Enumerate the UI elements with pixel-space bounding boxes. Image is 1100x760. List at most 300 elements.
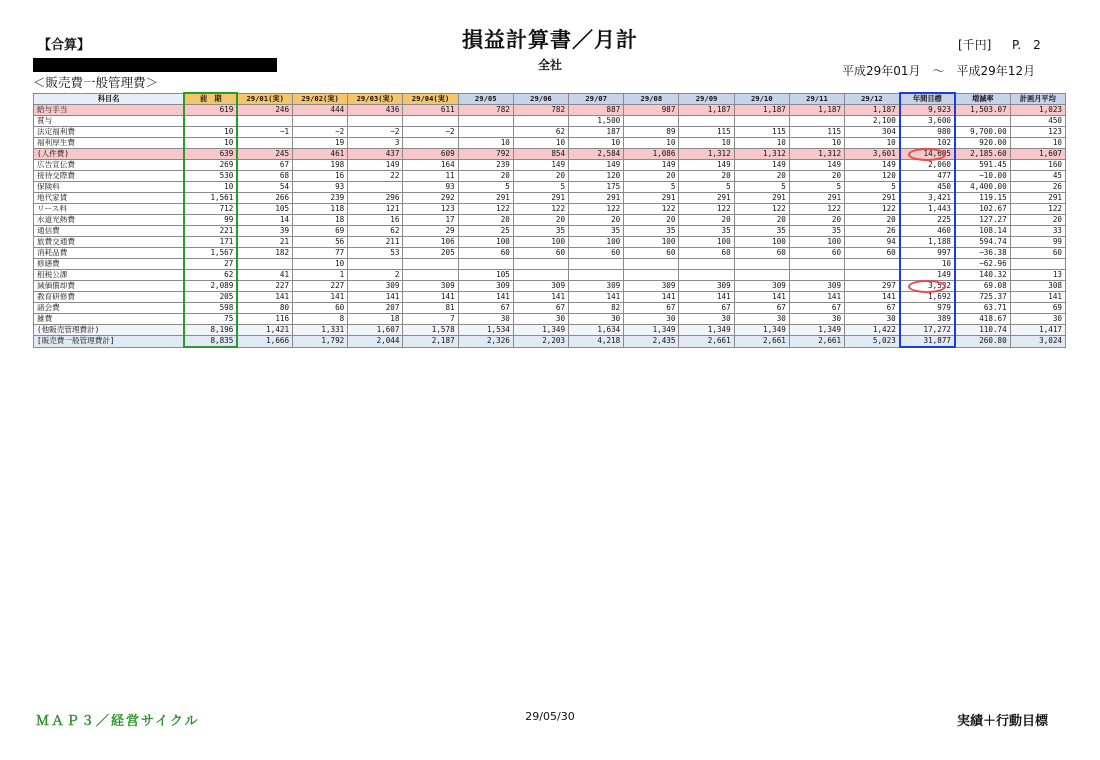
column-header: 29/09 bbox=[679, 93, 734, 105]
table-cell: 140.32 bbox=[955, 270, 1010, 281]
report-period: 平成29年01月 ～ 平成29年12月 bbox=[842, 64, 1036, 78]
table-cell: 141 bbox=[789, 292, 844, 303]
table-cell: 63.71 bbox=[955, 303, 1010, 314]
table-cell: 2,326 bbox=[458, 336, 513, 348]
table-row bbox=[34, 314, 1066, 325]
table-cell bbox=[403, 259, 458, 270]
table-cell: 5 bbox=[679, 182, 734, 193]
table-cell: 115 bbox=[789, 127, 844, 138]
table-cell: 2,060 bbox=[900, 160, 955, 171]
table-cell: 1,187 bbox=[679, 105, 734, 116]
table-cell: 291 bbox=[789, 193, 844, 204]
table-cell: 115 bbox=[734, 127, 789, 138]
table-cell: 987 bbox=[624, 105, 679, 116]
table-cell: 20 bbox=[458, 215, 513, 226]
table-cell: −10.00 bbox=[955, 171, 1010, 182]
table-cell: 35 bbox=[624, 226, 679, 237]
table-cell: 266 bbox=[237, 193, 292, 204]
table-cell: 16 bbox=[348, 215, 403, 226]
table-cell: 141 bbox=[513, 292, 568, 303]
table-cell: 8,835 bbox=[184, 336, 237, 348]
table-cell: −1 bbox=[237, 127, 292, 138]
table-cell: 3,600 bbox=[900, 116, 955, 127]
table-cell: 1 bbox=[293, 270, 348, 281]
table-cell: 1,349 bbox=[679, 325, 734, 336]
table-cell: 122 bbox=[569, 204, 624, 215]
table-cell: 639 bbox=[184, 149, 237, 160]
table-cell: 60 bbox=[293, 303, 348, 314]
table-cell: 187 bbox=[569, 127, 624, 138]
table-cell: 2 bbox=[348, 270, 403, 281]
table-cell bbox=[624, 259, 679, 270]
table-cell: 99 bbox=[1010, 237, 1065, 248]
table-cell: 1,578 bbox=[403, 325, 458, 336]
table-row bbox=[34, 116, 1066, 127]
table-cell: 20 bbox=[513, 215, 568, 226]
table-cell: 20 bbox=[1010, 215, 1065, 226]
footer-date: 29/05/30 bbox=[525, 710, 575, 723]
row-label: 接待交際費 bbox=[34, 171, 185, 182]
table-cell: 207 bbox=[348, 303, 403, 314]
table-cell: 221 bbox=[184, 226, 237, 237]
table-cell: 93 bbox=[403, 182, 458, 193]
table-cell: 3,421 bbox=[900, 193, 955, 204]
table-cell: 20 bbox=[734, 215, 789, 226]
table-cell: 8 bbox=[293, 314, 348, 325]
table-cell: 25 bbox=[458, 226, 513, 237]
table-cell bbox=[513, 116, 568, 127]
column-header: 29/02(実) bbox=[293, 93, 348, 105]
table-cell: 4,400.00 bbox=[955, 182, 1010, 193]
footer-brand: ＭＡＰ３／経営サイクル bbox=[36, 714, 200, 729]
table-cell bbox=[734, 270, 789, 281]
table-cell bbox=[513, 259, 568, 270]
table-cell: 17,272 bbox=[900, 325, 955, 336]
table-cell: 30 bbox=[569, 314, 624, 325]
table-cell: 115 bbox=[679, 127, 734, 138]
column-header: 29/07 bbox=[569, 93, 624, 105]
table-cell: 141 bbox=[734, 292, 789, 303]
table-cell: 239 bbox=[293, 193, 348, 204]
table-cell: 10 bbox=[900, 259, 955, 270]
table-cell: 10 bbox=[789, 138, 844, 149]
row-label: [販売費一般管理費計] bbox=[34, 336, 185, 348]
table-cell: 69.08 bbox=[955, 281, 1010, 292]
table-cell: 118 bbox=[293, 204, 348, 215]
table-cell bbox=[1010, 259, 1065, 270]
table-cell: 60 bbox=[845, 248, 900, 259]
table-cell: 11 bbox=[403, 171, 458, 182]
table-cell: 291 bbox=[624, 193, 679, 204]
table-cell: 121 bbox=[348, 204, 403, 215]
table-cell: 149 bbox=[845, 160, 900, 171]
table-cell: 67 bbox=[237, 160, 292, 171]
table-cell: 20 bbox=[789, 171, 844, 182]
table-cell: 35 bbox=[513, 226, 568, 237]
table-cell: 100 bbox=[624, 237, 679, 248]
table-cell: 297 bbox=[845, 281, 900, 292]
table-cell: 120 bbox=[845, 171, 900, 182]
table-cell: 149 bbox=[513, 160, 568, 171]
table-cell: 2,185.60 bbox=[955, 149, 1010, 160]
table-cell: 2,100 bbox=[845, 116, 900, 127]
table-cell: 17 bbox=[403, 215, 458, 226]
table-cell: 30 bbox=[624, 314, 679, 325]
table-cell bbox=[403, 138, 458, 149]
column-header: 29/11 bbox=[789, 93, 844, 105]
table-cell bbox=[679, 116, 734, 127]
table-cell: 22 bbox=[348, 171, 403, 182]
table-header-row bbox=[34, 93, 1066, 105]
table-cell: 67 bbox=[789, 303, 844, 314]
table-cell: 5,023 bbox=[845, 336, 900, 348]
table-cell: 291 bbox=[734, 193, 789, 204]
row-label: 給与手当 bbox=[34, 105, 185, 116]
table-cell bbox=[458, 116, 513, 127]
table-cell: 792 bbox=[458, 149, 513, 160]
row-label: 旅費交通費 bbox=[34, 237, 185, 248]
table-cell bbox=[734, 259, 789, 270]
table-cell: 5 bbox=[458, 182, 513, 193]
table-cell bbox=[569, 259, 624, 270]
table-cell: 1,349 bbox=[734, 325, 789, 336]
table-cell: 2,661 bbox=[789, 336, 844, 348]
expense-table-container bbox=[33, 92, 1066, 348]
table-cell: 389 bbox=[900, 314, 955, 325]
column-header: 29/03(実) bbox=[348, 93, 403, 105]
column-header: 科目名 bbox=[34, 93, 185, 105]
table-cell: 122 bbox=[1010, 204, 1065, 215]
table-cell: 437 bbox=[348, 149, 403, 160]
row-label: 通信費 bbox=[34, 226, 185, 237]
table-cell: 10 bbox=[845, 138, 900, 149]
table-cell: 291 bbox=[458, 193, 513, 204]
table-cell: 30 bbox=[513, 314, 568, 325]
table-cell: 27 bbox=[184, 259, 237, 270]
table-cell: 20 bbox=[624, 171, 679, 182]
table-cell: 105 bbox=[237, 204, 292, 215]
table-cell: 33 bbox=[1010, 226, 1065, 237]
table-cell: 854 bbox=[513, 149, 568, 160]
table-cell: 141 bbox=[458, 292, 513, 303]
table-cell: 1,312 bbox=[734, 149, 789, 160]
table-cell: 53 bbox=[348, 248, 403, 259]
table-cell: 10 bbox=[569, 138, 624, 149]
table-cell: 2,435 bbox=[624, 336, 679, 348]
table-cell: 477 bbox=[900, 171, 955, 182]
table-cell: 67 bbox=[513, 303, 568, 314]
table-cell: 31,877 bbox=[900, 336, 955, 348]
table-cell: 1,349 bbox=[624, 325, 679, 336]
table-cell: 102.67 bbox=[955, 204, 1010, 215]
table-cell: 782 bbox=[513, 105, 568, 116]
table-cell: 979 bbox=[900, 303, 955, 314]
table-cell: 3,532 bbox=[900, 281, 955, 292]
table-cell: 80 bbox=[237, 303, 292, 314]
page-number: P. 2 bbox=[1012, 38, 1041, 52]
table-cell: 1,187 bbox=[734, 105, 789, 116]
table-row bbox=[34, 193, 1066, 204]
table-cell: 35 bbox=[734, 226, 789, 237]
table-cell: 1,086 bbox=[624, 149, 679, 160]
table-cell: 164 bbox=[403, 160, 458, 171]
highlight-circle bbox=[908, 280, 946, 293]
table-cell: 100 bbox=[513, 237, 568, 248]
table-cell: 45 bbox=[1010, 171, 1065, 182]
table-cell: 309 bbox=[789, 281, 844, 292]
table-row bbox=[34, 336, 1066, 348]
table-cell bbox=[403, 116, 458, 127]
table-cell: 122 bbox=[679, 204, 734, 215]
table-cell: 18 bbox=[348, 314, 403, 325]
row-label: 保険料 bbox=[34, 182, 185, 193]
table-cell: 436 bbox=[348, 105, 403, 116]
table-cell: 10 bbox=[458, 138, 513, 149]
table-cell: 205 bbox=[403, 248, 458, 259]
table-cell: 10 bbox=[1010, 138, 1065, 149]
table-cell: 1,534 bbox=[458, 325, 513, 336]
table-cell: 997 bbox=[900, 248, 955, 259]
table-cell: 122 bbox=[624, 204, 679, 215]
table-cell: 1,567 bbox=[184, 248, 237, 259]
table-cell: 1,561 bbox=[184, 193, 237, 204]
table-cell bbox=[789, 259, 844, 270]
table-cell: 1,349 bbox=[789, 325, 844, 336]
table-cell: −2 bbox=[293, 127, 348, 138]
table-cell: 450 bbox=[900, 182, 955, 193]
table-cell: 10 bbox=[184, 127, 237, 138]
table-cell: 211 bbox=[348, 237, 403, 248]
table-cell: −62.96 bbox=[955, 259, 1010, 270]
table-cell: 122 bbox=[789, 204, 844, 215]
table-cell: 67 bbox=[845, 303, 900, 314]
table-row bbox=[34, 325, 1066, 336]
table-cell: 67 bbox=[679, 303, 734, 314]
table-cell: 598 bbox=[184, 303, 237, 314]
table-cell: 82 bbox=[569, 303, 624, 314]
table-row bbox=[34, 248, 1066, 259]
table-cell: 60 bbox=[569, 248, 624, 259]
column-header: 29/05 bbox=[458, 93, 513, 105]
row-label: (人件費) bbox=[34, 149, 185, 160]
table-cell: 2,661 bbox=[734, 336, 789, 348]
table-cell: 309 bbox=[679, 281, 734, 292]
table-cell: 309 bbox=[348, 281, 403, 292]
table-cell: 141 bbox=[403, 292, 458, 303]
table-cell: 1,188 bbox=[900, 237, 955, 248]
table-cell: 149 bbox=[569, 160, 624, 171]
table-cell: 60 bbox=[679, 248, 734, 259]
row-label: 法定福利費 bbox=[34, 127, 185, 138]
table-row bbox=[34, 182, 1066, 193]
table-cell: 3,601 bbox=[845, 149, 900, 160]
table-cell: 1,607 bbox=[348, 325, 403, 336]
table-cell: 60 bbox=[789, 248, 844, 259]
table-cell: 60 bbox=[513, 248, 568, 259]
table-cell: 102 bbox=[900, 138, 955, 149]
table-cell: 450 bbox=[1010, 116, 1065, 127]
unit-label: [千円] bbox=[958, 38, 992, 52]
table-cell: 444 bbox=[293, 105, 348, 116]
table-row bbox=[34, 259, 1066, 270]
table-cell: 291 bbox=[1010, 193, 1065, 204]
table-cell: 269 bbox=[184, 160, 237, 171]
table-cell: 16 bbox=[293, 171, 348, 182]
table-cell: 10 bbox=[184, 182, 237, 193]
table-cell: 9,923 bbox=[900, 105, 955, 116]
table-cell: 69 bbox=[1010, 303, 1065, 314]
table-cell: 122 bbox=[458, 204, 513, 215]
table-cell: 619 bbox=[184, 105, 237, 116]
table-cell: 149 bbox=[734, 160, 789, 171]
column-header: 29/01(実) bbox=[237, 93, 292, 105]
table-cell: 56 bbox=[293, 237, 348, 248]
table-cell: 725.37 bbox=[955, 292, 1010, 303]
row-label: 修繕費 bbox=[34, 259, 185, 270]
table-cell: 205 bbox=[184, 292, 237, 303]
row-label: 雑費 bbox=[34, 314, 185, 325]
table-cell: 123 bbox=[403, 204, 458, 215]
column-header: 増減率 bbox=[955, 93, 1010, 105]
table-cell: 7 bbox=[403, 314, 458, 325]
table-cell: 13 bbox=[1010, 270, 1065, 281]
table-cell bbox=[513, 270, 568, 281]
table-cell: 149 bbox=[679, 160, 734, 171]
table-cell: 14 bbox=[237, 215, 292, 226]
table-cell: 4,218 bbox=[569, 336, 624, 348]
column-header: 29/10 bbox=[734, 93, 789, 105]
table-row bbox=[34, 237, 1066, 248]
footer-note: 実績＋行動目標 bbox=[957, 714, 1049, 729]
table-cell: 30 bbox=[679, 314, 734, 325]
table-cell: 309 bbox=[734, 281, 789, 292]
table-cell: 1,634 bbox=[569, 325, 624, 336]
table-cell bbox=[293, 116, 348, 127]
table-cell bbox=[348, 182, 403, 193]
column-header: 計画月平均 bbox=[1010, 93, 1065, 105]
row-label: 福利厚生費 bbox=[34, 138, 185, 149]
table-cell: 530 bbox=[184, 171, 237, 182]
table-cell: 3 bbox=[348, 138, 403, 149]
table-row bbox=[34, 226, 1066, 237]
table-cell bbox=[955, 116, 1010, 127]
table-cell: 116 bbox=[237, 314, 292, 325]
table-cell bbox=[348, 259, 403, 270]
table-cell: 1,692 bbox=[900, 292, 955, 303]
table-cell: 20 bbox=[569, 215, 624, 226]
table-cell: 308 bbox=[1010, 281, 1065, 292]
table-row bbox=[34, 270, 1066, 281]
table-cell: 461 bbox=[293, 149, 348, 160]
table-cell: 122 bbox=[513, 204, 568, 215]
table-cell bbox=[403, 270, 458, 281]
table-cell: 60 bbox=[458, 248, 513, 259]
table-cell bbox=[237, 138, 292, 149]
table-cell: 20 bbox=[789, 215, 844, 226]
row-label: 租税公課 bbox=[34, 270, 185, 281]
table-cell: 100 bbox=[789, 237, 844, 248]
table-cell: 149 bbox=[348, 160, 403, 171]
table-cell bbox=[624, 116, 679, 127]
table-cell: 67 bbox=[734, 303, 789, 314]
table-cell: 75 bbox=[184, 314, 237, 325]
table-cell: 94 bbox=[845, 237, 900, 248]
table-cell: 309 bbox=[569, 281, 624, 292]
table-cell: 30 bbox=[789, 314, 844, 325]
table-cell bbox=[458, 259, 513, 270]
report-subtitle: 全社 bbox=[537, 58, 562, 72]
table-cell bbox=[845, 270, 900, 281]
table-cell: 227 bbox=[237, 281, 292, 292]
table-cell: 1,503.07 bbox=[955, 105, 1010, 116]
table-row bbox=[34, 138, 1066, 149]
table-cell bbox=[789, 270, 844, 281]
row-label: 教育研修費 bbox=[34, 292, 185, 303]
table-row bbox=[34, 204, 1066, 215]
section-heading: ＜販売費一般管理費＞ bbox=[33, 75, 159, 90]
table-cell: 81 bbox=[403, 303, 458, 314]
table-cell: −2 bbox=[403, 127, 458, 138]
table-cell: 20 bbox=[679, 171, 734, 182]
table-cell: 62 bbox=[348, 226, 403, 237]
table-cell: 1,349 bbox=[513, 325, 568, 336]
table-cell: 309 bbox=[513, 281, 568, 292]
table-row bbox=[34, 215, 1066, 226]
table-cell: 227 bbox=[293, 281, 348, 292]
row-label: リース料 bbox=[34, 204, 185, 215]
table-cell: 20 bbox=[845, 215, 900, 226]
table-cell: 30 bbox=[1010, 314, 1065, 325]
table-cell: 291 bbox=[845, 193, 900, 204]
table-cell: 291 bbox=[569, 193, 624, 204]
table-cell: 2,203 bbox=[513, 336, 568, 348]
table-cell: 14,605 bbox=[900, 149, 955, 160]
table-cell: 30 bbox=[845, 314, 900, 325]
table-cell: 100 bbox=[679, 237, 734, 248]
table-cell: 1,023 bbox=[1010, 105, 1065, 116]
table-cell: 171 bbox=[184, 237, 237, 248]
table-cell: 149 bbox=[900, 270, 955, 281]
table-cell: 26 bbox=[1010, 182, 1065, 193]
table-cell: 1,607 bbox=[1010, 149, 1065, 160]
table-cell bbox=[237, 116, 292, 127]
table-cell: 35 bbox=[789, 226, 844, 237]
table-cell: 291 bbox=[513, 193, 568, 204]
table-cell: 1,312 bbox=[789, 149, 844, 160]
table-cell: 99 bbox=[184, 215, 237, 226]
table-cell: 89 bbox=[624, 127, 679, 138]
column-header: 29/04(実) bbox=[403, 93, 458, 105]
table-cell: 2,089 bbox=[184, 281, 237, 292]
table-cell: −36.38 bbox=[955, 248, 1010, 259]
table-cell: 198 bbox=[293, 160, 348, 171]
table-cell: 106 bbox=[403, 237, 458, 248]
table-cell: 594.74 bbox=[955, 237, 1010, 248]
table-cell: 9,700.00 bbox=[955, 127, 1010, 138]
table-cell: 119.15 bbox=[955, 193, 1010, 204]
table-cell: 2,187 bbox=[403, 336, 458, 348]
table-cell bbox=[845, 259, 900, 270]
table-cell: 62 bbox=[513, 127, 568, 138]
table-cell: 30 bbox=[458, 314, 513, 325]
table-cell: 260.80 bbox=[955, 336, 1010, 348]
row-label: 消耗品費 bbox=[34, 248, 185, 259]
table-cell: 1,187 bbox=[845, 105, 900, 116]
table-row bbox=[34, 105, 1066, 116]
table-cell: 160 bbox=[1010, 160, 1065, 171]
report-tag: 【合算】 bbox=[38, 38, 91, 53]
row-label: (他販売管理費計) bbox=[34, 325, 185, 336]
